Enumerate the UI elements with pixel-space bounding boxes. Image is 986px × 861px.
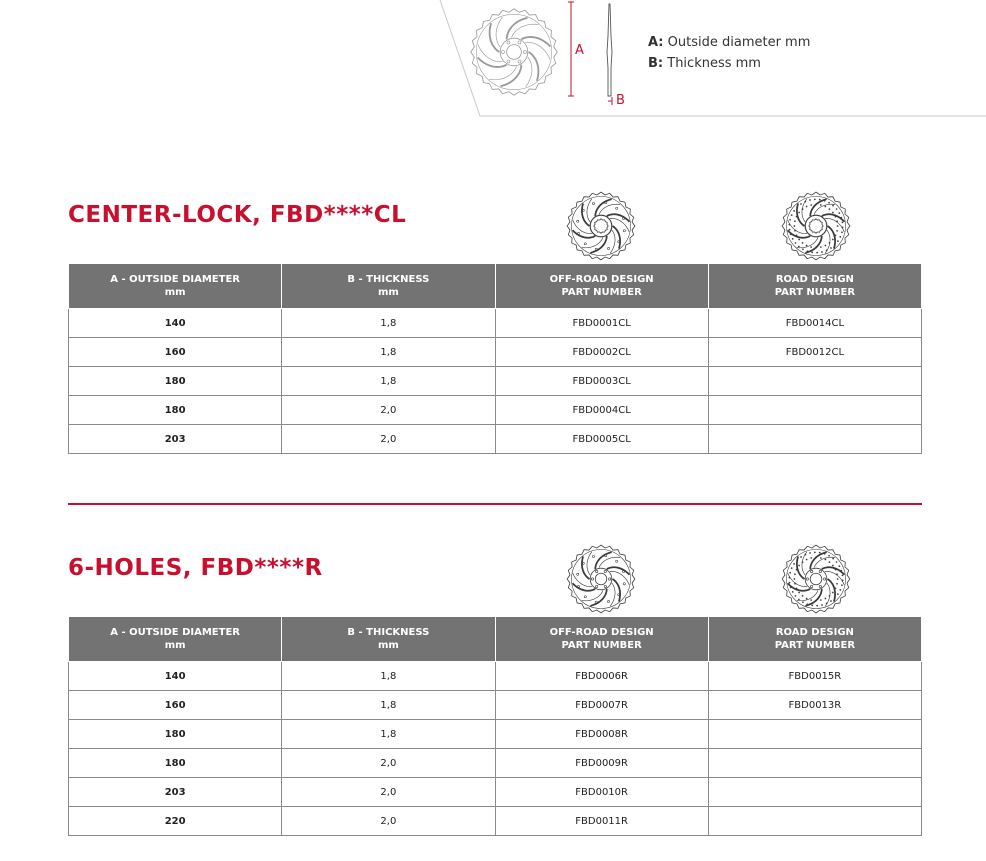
cell-outside-diameter: 140 <box>69 662 282 691</box>
cell-road-part-number <box>708 425 921 454</box>
dimension-b-label: B <box>616 93 625 108</box>
cell-road-part-number: FBD0014CL <box>708 309 921 338</box>
table-header-row <box>69 617 922 662</box>
cell-offroad-part-number: FBD0010R <box>495 778 708 807</box>
center-lock-offroad-disc-icon <box>565 190 637 262</box>
cell-road-part-number <box>708 749 921 778</box>
six-hole-road-disc-icon <box>780 543 852 615</box>
brake-disc-diagram-icon <box>468 6 560 98</box>
cell-road-part-number: FBD0013R <box>708 691 921 720</box>
six-holes-spec-table <box>68 616 922 836</box>
legend-key-a: A: <box>648 35 664 50</box>
table-row <box>69 807 922 836</box>
cell-outside-diameter: 160 <box>69 338 282 367</box>
dimension-a-label: A <box>575 43 584 58</box>
cell-offroad-part-number: FBD0003CL <box>495 367 708 396</box>
center-lock-spec-table <box>68 263 922 454</box>
cell-offroad-part-number: FBD0002CL <box>495 338 708 367</box>
cell-thickness: 2,0 <box>282 749 495 778</box>
legend-key-b: B: <box>648 56 664 71</box>
cell-offroad-part-number: FBD0004CL <box>495 396 708 425</box>
cell-offroad-part-number: FBD0006R <box>495 662 708 691</box>
table-row <box>69 367 922 396</box>
cell-road-part-number: FBD0015R <box>708 662 921 691</box>
cell-thickness: 1,8 <box>282 662 495 691</box>
legend-text-a: Outside diameter mm <box>667 35 811 50</box>
cell-offroad-part-number: FBD0001CL <box>495 309 708 338</box>
table-header-row <box>69 264 922 309</box>
cell-thickness: 2,0 <box>282 396 495 425</box>
legend-text-b: Thickness mm <box>667 56 761 71</box>
center-lock-road-disc-icon <box>780 190 852 262</box>
table-row <box>69 396 922 425</box>
cell-outside-diameter: 140 <box>69 309 282 338</box>
cell-outside-diameter: 220 <box>69 807 282 836</box>
cell-outside-diameter: 203 <box>69 778 282 807</box>
legend-thickness <box>648 56 761 71</box>
column-header-thickness: B - THICKNESS mm <box>282 617 495 662</box>
cell-outside-diameter: 180 <box>69 367 282 396</box>
cell-thickness: 2,0 <box>282 807 495 836</box>
cell-outside-diameter: 180 <box>69 749 282 778</box>
cell-offroad-part-number: FBD0008R <box>495 720 708 749</box>
cell-road-part-number <box>708 807 921 836</box>
cell-offroad-part-number: FBD0007R <box>495 691 708 720</box>
table-row <box>69 309 922 338</box>
cell-offroad-part-number: FBD0011R <box>495 807 708 836</box>
column-header-outside-diameter: A - OUTSIDE DIAMETER mm <box>69 617 282 662</box>
table-row <box>69 338 922 367</box>
cell-road-part-number <box>708 396 921 425</box>
table-row <box>69 749 922 778</box>
cell-outside-diameter: 180 <box>69 396 282 425</box>
cell-thickness: 1,8 <box>282 720 495 749</box>
six-hole-offroad-disc-icon <box>565 543 637 615</box>
column-header-road-part-number: ROAD DESIGN PART NUMBER <box>708 617 921 662</box>
section-divider <box>68 503 922 505</box>
column-header-road-part-number: ROAD DESIGN PART NUMBER <box>708 264 921 309</box>
dimension-diagram <box>566 0 636 108</box>
cell-offroad-part-number: FBD0009R <box>495 749 708 778</box>
cell-thickness: 2,0 <box>282 778 495 807</box>
legend-outside-diameter <box>648 35 810 50</box>
table-row <box>69 778 922 807</box>
cell-thickness: 1,8 <box>282 691 495 720</box>
cell-outside-diameter: 180 <box>69 720 282 749</box>
cell-offroad-part-number: FBD0005CL <box>495 425 708 454</box>
column-header-outside-diameter: A - OUTSIDE DIAMETER mm <box>69 264 282 309</box>
column-header-offroad-part-number: OFF-ROAD DESIGN PART NUMBER <box>495 617 708 662</box>
table-row <box>69 662 922 691</box>
cell-road-part-number <box>708 778 921 807</box>
table-row <box>69 691 922 720</box>
cell-thickness: 1,8 <box>282 309 495 338</box>
cell-outside-diameter: 160 <box>69 691 282 720</box>
cell-outside-diameter: 203 <box>69 425 282 454</box>
table-row <box>69 425 922 454</box>
column-header-thickness: B - THICKNESS mm <box>282 264 495 309</box>
cell-thickness: 1,8 <box>282 338 495 367</box>
cell-road-part-number: FBD0012CL <box>708 338 921 367</box>
cell-road-part-number <box>708 367 921 396</box>
cell-thickness: 2,0 <box>282 425 495 454</box>
table-row <box>69 720 922 749</box>
cell-road-part-number <box>708 720 921 749</box>
cell-thickness: 1,8 <box>282 367 495 396</box>
column-header-offroad-part-number: OFF-ROAD DESIGN PART NUMBER <box>495 264 708 309</box>
center-lock-section-title: CENTER-LOCK, FBD****CL <box>68 202 407 228</box>
six-holes-section-title: 6-HOLES, FBD****R <box>68 555 323 581</box>
disc-side-profile-icon <box>607 4 612 96</box>
